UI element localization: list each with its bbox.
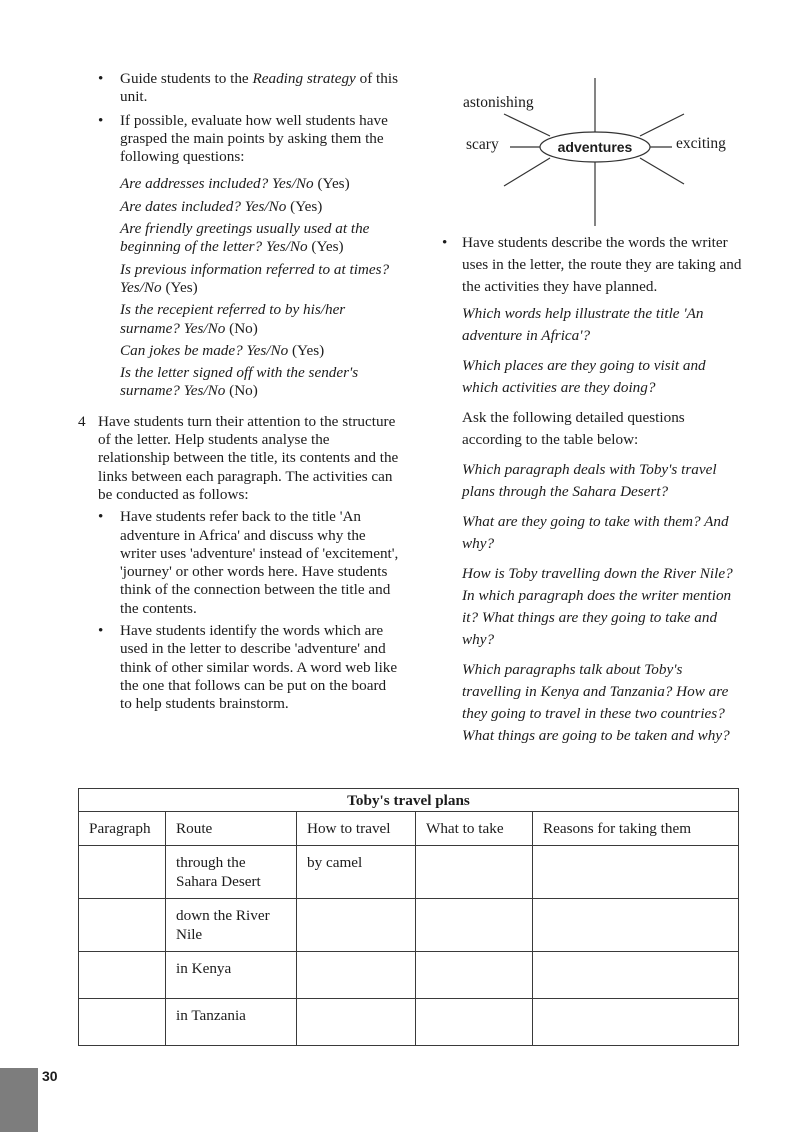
table-header-row bbox=[79, 812, 739, 846]
evaluation-questions bbox=[78, 175, 400, 400]
page-number: 30 bbox=[42, 1068, 58, 1084]
table-row bbox=[79, 999, 739, 1046]
table-cell bbox=[297, 952, 416, 999]
right-column bbox=[440, 232, 745, 755]
bullet-describe-words: • Have students describe the words the writer uses in the letter, the route they are taking and the activities they have planned. bbox=[440, 232, 745, 298]
detailed-questions-lead: Ask the following detailed questions according to the table below: bbox=[462, 409, 685, 448]
left-column bbox=[78, 70, 400, 718]
question-take: What are they going to take with them? And why? bbox=[462, 513, 729, 552]
table-row bbox=[79, 846, 739, 899]
table-cell: through the Sahara Desert bbox=[166, 846, 297, 899]
question-item: Is previous information referred to at times? Yes/No (Yes) bbox=[120, 260, 390, 296]
question-item: Are addresses included? Yes/No (Yes) bbox=[120, 175, 350, 193]
bullet-title-discussion: • Have students refer back to the title 'An adventure in Africa' and discuss why the writer uses 'adventure' instead of 'excitement', 'journey' or other words here. Have students think of the connection between the title and the contents. bbox=[98, 508, 400, 618]
table-cell: by camel bbox=[297, 846, 416, 899]
word-web-center: adventures bbox=[557, 139, 633, 155]
word-web-right: exciting bbox=[676, 135, 726, 152]
reading-strategy-emphasis: Reading strategy bbox=[252, 70, 356, 87]
word-web-left: scary bbox=[466, 136, 499, 153]
table-cell bbox=[533, 846, 739, 899]
table-cell bbox=[416, 999, 533, 1046]
header-reasons: Reasons for taking them bbox=[533, 812, 739, 846]
question-title: Which words help illustrate the title 'An adventure in Africa'? bbox=[462, 305, 704, 344]
table-title-row bbox=[79, 789, 739, 812]
header-paragraph: Paragraph bbox=[79, 812, 166, 846]
table-cell bbox=[297, 999, 416, 1046]
step-number: 4 bbox=[78, 412, 86, 430]
bullet-evaluate: • If possible, evaluate how well students have grasped the main points by asking them the following questions: bbox=[78, 112, 400, 167]
word-web bbox=[460, 78, 740, 228]
step-4 bbox=[78, 413, 400, 714]
question-places: Which places are they going to visit and which activities are they doing? bbox=[462, 357, 706, 396]
table-cell bbox=[79, 952, 166, 999]
table-cell bbox=[79, 999, 166, 1046]
question-kenya-tanzania: Which paragraphs talk about Toby's travelling in Kenya and Tanzania? How are they going to travel in these two countries? What things are going to be taken and why? bbox=[462, 661, 730, 744]
question-nile: How is Toby travelling down the River Nile? In which paragraph does the writer mention it? What things are they going to take and why? bbox=[462, 565, 733, 648]
intro-bullets bbox=[78, 70, 400, 166]
travel-plans-table bbox=[78, 788, 739, 1046]
table-cell bbox=[416, 899, 533, 952]
table-cell bbox=[416, 846, 533, 899]
table-cell bbox=[533, 999, 739, 1046]
header-how-to-travel: How to travel bbox=[297, 812, 416, 846]
table-cell: down the River Nile bbox=[166, 899, 297, 952]
question-sahara: Which paragraph deals with Toby's travel plans through the Sahara Desert? bbox=[462, 461, 717, 500]
question-item: Is the letter signed off with the sender's surname? Yes/No (No) bbox=[120, 364, 359, 400]
right-questions bbox=[440, 303, 745, 747]
header-what-to-take: What to take bbox=[416, 812, 533, 846]
table-row bbox=[79, 952, 739, 999]
question-item: Can jokes be made? Yes/No (Yes) bbox=[120, 341, 325, 359]
word-web-top-left: astonishing bbox=[463, 94, 534, 111]
question-item: Are dates included? Yes/No (Yes) bbox=[120, 197, 323, 215]
question-item: Are friendly greetings usually used at the beginning of the letter? Yes/No (Yes) bbox=[120, 220, 370, 256]
page-tab bbox=[0, 1068, 38, 1132]
question-item: Is the recepient referred to by his/her surname? Yes/No (No) bbox=[120, 301, 346, 337]
table-cell: in Tanzania bbox=[166, 999, 297, 1046]
step-4-bullets bbox=[98, 508, 400, 713]
right-bullets bbox=[440, 232, 745, 298]
step-4-text: Have students turn their attention to the structure of the letter. Help students analyse the relationship between the title, its contents and the links between each paragraph. The activities can be conducted as follows: bbox=[98, 412, 399, 503]
bullet-word-identify: • Have students identify the words which are used in the letter to describe 'adventure' and think of other similar words. A word web like the one that follows can be put on the board to help students brainstorm. bbox=[98, 622, 400, 713]
table-cell bbox=[416, 952, 533, 999]
table-cell bbox=[533, 952, 739, 999]
table-title: Toby's travel plans bbox=[79, 789, 739, 812]
table-cell bbox=[79, 899, 166, 952]
header-route: Route bbox=[166, 812, 297, 846]
table-cell bbox=[533, 899, 739, 952]
table-row bbox=[79, 899, 739, 952]
table-cell bbox=[79, 846, 166, 899]
bullet-reading-strategy: • Guide students to the Reading strategy of this unit. bbox=[78, 70, 400, 107]
table-cell: in Kenya bbox=[166, 952, 297, 999]
table-cell bbox=[297, 899, 416, 952]
